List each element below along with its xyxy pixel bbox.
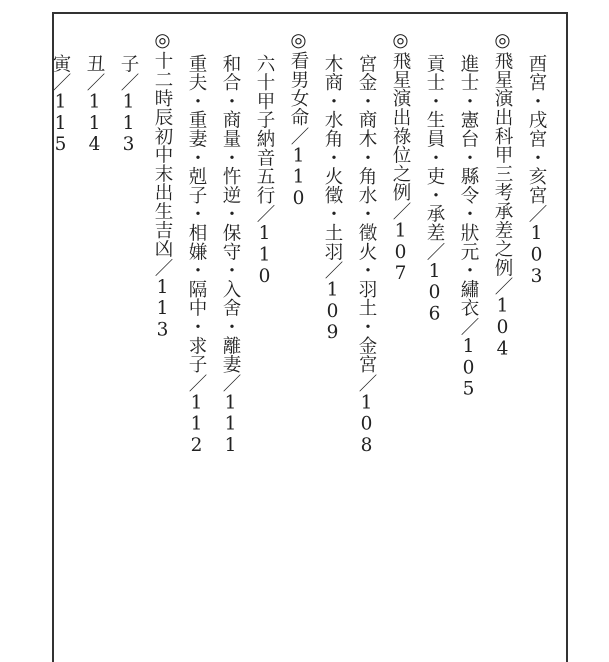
- toc-section-twelve-hours: ◎十二時辰初中末出生吉凶／113: [152, 30, 173, 341]
- toc-entry-jinshi: 進士・憲台・縣令・狀元・繡衣／105: [458, 54, 479, 400]
- toc-entry-gongjin: 宮金・商木・角水・徵火・羽土・金宮／108: [356, 54, 377, 457]
- frame-right-border: [566, 12, 568, 662]
- toc-entry-yin: 寅／115: [50, 54, 71, 156]
- toc-section-luwei-examples: ◎飛星演出祿位之例／107: [390, 30, 411, 285]
- toc-entry-nayin-wuxing: 六十甲子納音五行／110: [254, 54, 275, 288]
- toc-section-male-female-fate: ◎看男女命／110: [288, 30, 309, 210]
- toc-entry-zhongfu: 重夫・重妻・剋子・相嫌・隔中・求子／112: [186, 54, 207, 457]
- table-of-contents: [48, 30, 548, 650]
- toc-entry-hehe: 和合・商量・忤逆・保守・入舍・離妻／111: [220, 54, 241, 457]
- toc-entry-gongshi: 貢士・生員・吏・承差／106: [424, 54, 445, 325]
- toc-entry-zi: 子／113: [118, 54, 139, 156]
- toc-entry-chou: 丑／114: [84, 54, 105, 156]
- toc-section-keju-examples: ◎飛星演出科甲三考承差之例／104: [492, 30, 513, 360]
- toc-entry-you-xu-hai: 酉宮・戌宮・亥宮／103: [526, 54, 547, 288]
- frame-top-border: [52, 12, 567, 14]
- toc-entry-mushang: 木商・水角・火徵・土羽／109: [322, 54, 343, 344]
